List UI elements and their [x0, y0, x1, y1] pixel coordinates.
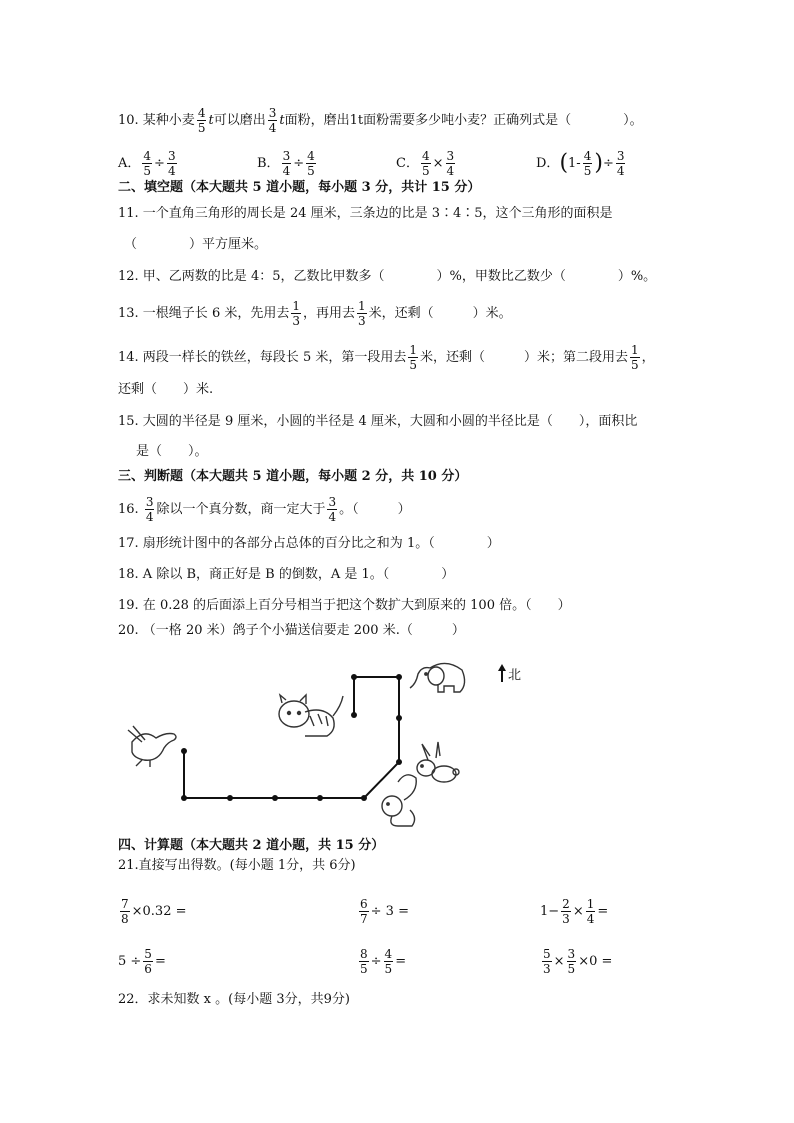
option-a: A． $\frac{4}{5}$ ÷ $\frac{3}{4}$: [118, 149, 176, 178]
section-3-heading: 三、判断题（本大题共 5 道小题，每小题 2 分，共 10 分）: [118, 469, 468, 484]
option-c: C． $\frac{4}{5}$ × $\frac{3}{4}$: [396, 149, 455, 178]
question-14: 14. 两段一样长的铁丝，每段长 5 米，第一段用去 $\frac{1}{5}$ 米，还剩（ ）米；第二段用去 $\frac{1}{5}$ ，: [118, 343, 655, 372]
route-path: [184, 677, 399, 798]
calc-item: $\frac{5}{3}$ × $\frac{3}{5}$ ×0 =: [543, 947, 613, 976]
question-11: 11. 一个直角三角形的周长是 24 厘米，三条边的比是 3∶4∶5，这个三角形的面积是: [118, 206, 613, 221]
question-14-cont: 还剩（ ）米.: [118, 382, 214, 397]
fraction: $\frac{3}{4}$: [268, 106, 277, 135]
question-15: 15. 大圆的半径是 9 厘米，小圆的半径是 4 厘米，大圆和小圆的半径比是（ ），面积比: [118, 414, 638, 429]
calc-item: 1− $\frac{2}{3}$ × $\frac{1}{4}$ =: [540, 897, 609, 926]
option-b: B． $\frac{3}{4}$ ÷ $\frac{4}{5}$: [257, 149, 315, 178]
rabbit-icon: [417, 742, 459, 782]
question-15-cont: 是（ ）。: [136, 444, 208, 459]
calc-item: $\frac{6}{7}$ ÷ 3 =: [360, 897, 409, 926]
question-13: 13. 一根绳子长 6 米，先用去 $\frac{1}{3}$ ，再用去 $\frac{1}{3}$ 米，还剩（ ）米。: [118, 299, 512, 328]
squirrel-icon: [382, 775, 416, 826]
question-10: 10. 某种小麦 $\frac{4}{5}$ t可以磨出 $\frac{3}{4}$ t面粉，磨出1t面粉需要多少吨小麦？正确列式是（ ）。: [118, 106, 643, 135]
question-11-blank: （ ）平方厘米。: [124, 237, 268, 252]
question-17: 17. 扇形统计图中的各部分占总体的百分比之和为 1。（ ）: [118, 536, 500, 551]
cat-icon: [279, 695, 343, 736]
question-22: 22．求未知数 x 。(每小题 3分，共9分): [118, 992, 350, 1007]
section-4-heading: 四、计算题（本大题共 2 道小题，共 15 分）: [118, 838, 385, 853]
option-d: D．(1- $\frac{4}{5}$ )÷ $\frac{3}{4}$: [536, 149, 625, 178]
question-16: 16. $\frac{3}{4}$ 除以一个真分数，商一定大于 $\frac{3}{4}$ 。（ ）: [118, 495, 411, 524]
question-19: 19. 在 0.28 的后面添上百分号相当于把这个数扩大到原来的 100 倍。（ ）: [118, 598, 571, 613]
calc-item: $\frac{7}{8}$ ×0.32 =: [121, 897, 187, 926]
pigeon-icon: [128, 726, 176, 767]
question-18: 18. A 除以 B，商正好是 B 的倒数，A 是 1。（ ）: [118, 567, 455, 582]
fraction: $\frac{4}{5}$: [197, 106, 206, 135]
calc-item: 5 ÷ $\frac{5}{6}$ =: [118, 947, 166, 976]
question-20: 20. （一格 20 米）鸽子个小猫送信要走 200 米.（ ）: [118, 623, 465, 638]
north-label: 北: [508, 668, 522, 683]
elephant-icon: [410, 663, 465, 692]
question-12: 12. 甲、乙两数的比是 4：5，乙数比甲数多（ ）%，甲数比乙数少（ ）%。: [118, 269, 657, 284]
section-2-heading: 二、填空题（本大题共 5 道小题，每小题 3 分，共计 15 分）: [118, 180, 481, 195]
question-21: 21.直接写出得数。(每小题 1分，共 6分): [118, 858, 356, 873]
calc-item: $\frac{8}{5}$ ÷ $\frac{4}{5}$ =: [360, 947, 407, 976]
north-arrow-icon: [498, 664, 506, 682]
route-dots: [181, 674, 402, 801]
